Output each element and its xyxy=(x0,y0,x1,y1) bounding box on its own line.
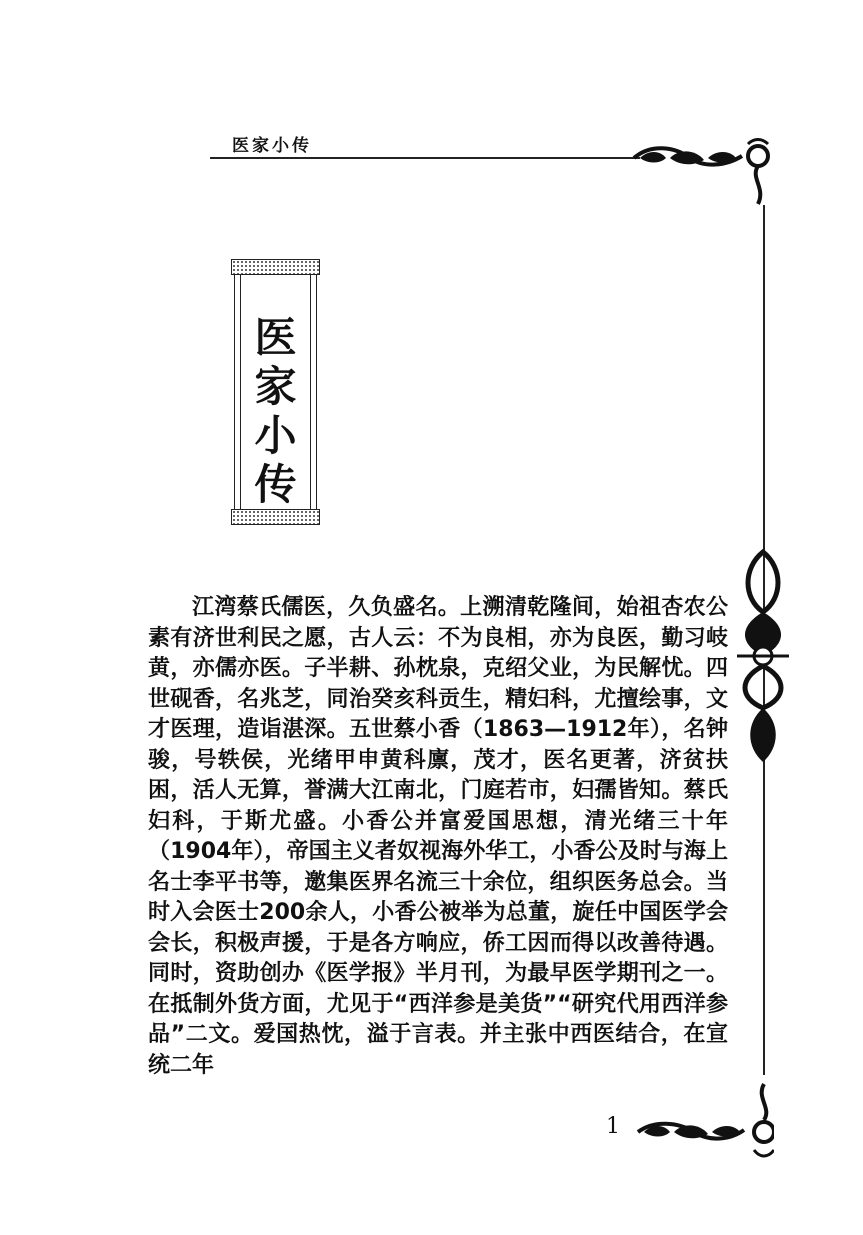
title-char: 传 xyxy=(254,460,297,509)
title-char: 家 xyxy=(254,362,297,411)
side-ornament xyxy=(733,548,793,768)
scroll-panel xyxy=(234,275,317,509)
title-scroll xyxy=(231,259,320,525)
corner-ornament-bottom xyxy=(634,1080,774,1165)
running-head: 医家小传 xyxy=(232,136,312,156)
corner-ornament-top xyxy=(630,136,770,208)
scroll-inner-frame xyxy=(240,275,311,509)
body-paragraph: 江湾蔡氏儒医，久负盛名。上溯清乾隆间，始祖杏农公素有济世利民之愿，古人云：不为良相，亦为良医，勤习岐黄，亦儒亦医。子半耕、孙枕泉，克绍父业，为民解忧。四世砚香，名兆芝，同治癸亥科贡生，精妇科，尤擅绘事，文才医理，造诣湛深。五世蔡小香（1863—1912年），名钟骏，号轶侯，光绪甲申黄科廪，茂才，医名更著，济贫扶困，活人无算，誉满大江南北，门庭若市，妇孺皆知。蔡氏妇科，于斯尤盛。小香公并富爱国思想，清光绪三十年（1904年），帝国主义者奴视海外华工，小香公及时与海上名士李平书等，邀集医界名流三十余位，组织医务总会。当时入会医士200余人，小香公被举为总董，旋任中国医学会会长，积极声援，于是各方响应，侨工因而得以改善待遇。同时，资助创办《医学报》半月刊，为最早医学期刊之一。在抵制外货方面，尤见于“西洋参是美货”“研究代用西洋参品”二文。爱国热忱，溢于言表。并主张中西医结合，在宣统二年 xyxy=(148,595,728,1078)
scroll-bottom-cap xyxy=(231,509,320,525)
header-rule xyxy=(210,157,640,159)
body-text xyxy=(148,593,728,1081)
scroll-top-cap xyxy=(231,259,320,275)
scroll-title xyxy=(241,313,310,509)
title-char: 小 xyxy=(254,411,297,460)
title-char: 医 xyxy=(254,313,297,362)
page-number: 1 xyxy=(606,1114,620,1139)
